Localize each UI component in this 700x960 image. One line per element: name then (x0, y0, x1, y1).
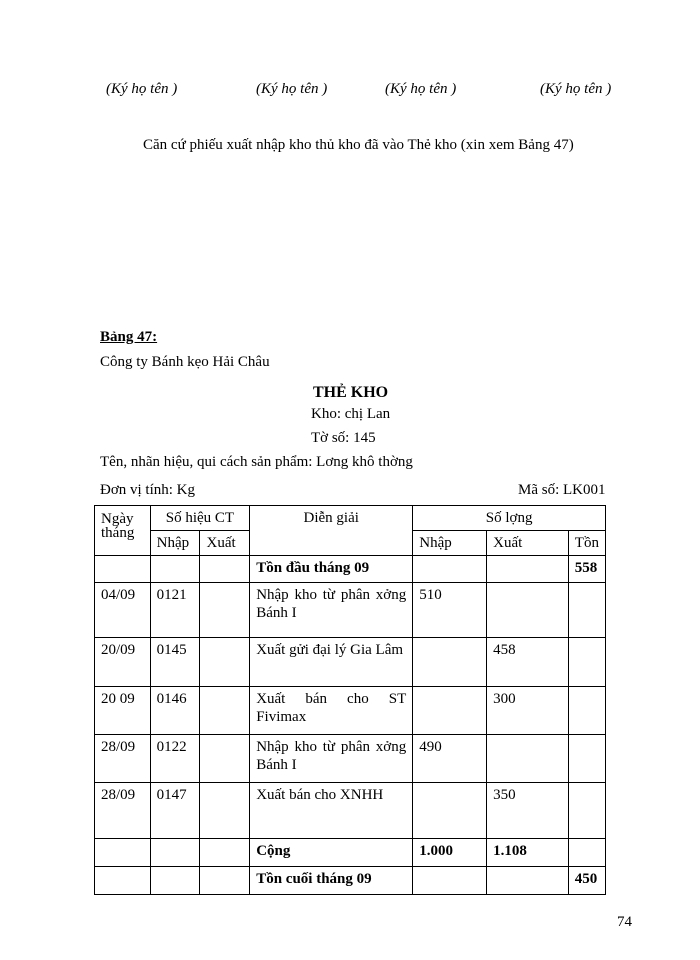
total-qty-out: 1.108 (487, 839, 569, 867)
table-label: Bảng 47: (100, 329, 158, 345)
closing-balance: 450 (568, 867, 605, 895)
product-spec: Tên, nhãn hiệu, qui cách sản phẩm: Lơng khô thờng (100, 454, 413, 470)
signature-caption-2: (Ký họ tên ) (256, 81, 328, 97)
cell (413, 867, 487, 895)
unit-of-measure: Đơn vị tính: Kg (100, 482, 196, 498)
opening-description: Tồn đầu tháng 09 (250, 556, 413, 583)
header-doc-number: Số hiệu CT (150, 506, 250, 531)
row-description: Xuất gửi đại lý Gia Lâm (250, 638, 413, 687)
row-doc-in: 0146 (150, 687, 200, 735)
row-doc-in: 0122 (150, 735, 200, 783)
header-quantity: Số lợng (413, 506, 606, 531)
table-row (95, 583, 606, 638)
sheet-number: Tờ số: 145 (311, 430, 376, 446)
signature-caption-3: (Ký họ tên ) (385, 81, 457, 97)
item-code: Mã số: LK001 (518, 482, 606, 498)
row-qty-balance (568, 735, 605, 783)
row-qty-out: 300 (487, 687, 569, 735)
cell (150, 867, 200, 895)
header-row-1 (95, 506, 606, 531)
total-qty-in: 1.000 (413, 839, 487, 867)
header-doc-out: Xuất (200, 531, 250, 556)
row-doc-out (200, 687, 250, 735)
cell (487, 556, 569, 583)
row-doc-out (200, 783, 250, 839)
row-qty-in (413, 783, 487, 839)
header-qty-out: Xuất (487, 531, 569, 556)
row-date: 04/09 (95, 583, 151, 638)
row-doc-in: 0147 (150, 783, 200, 839)
table-row (95, 783, 606, 839)
header-qty-in: Nhập (413, 531, 487, 556)
table-row (95, 638, 606, 687)
row-qty-out: 458 (487, 638, 569, 687)
total-row (95, 839, 606, 867)
header-date: Ngày tháng (95, 506, 151, 556)
row-date: 20/09 (95, 638, 151, 687)
opening-balance: 558 (568, 556, 605, 583)
row-qty-balance (568, 583, 605, 638)
cell (150, 556, 200, 583)
cell (95, 839, 151, 867)
stock-card-table (94, 505, 606, 895)
table-row (95, 687, 606, 735)
row-description: Xuất bán cho ST Fivimax (250, 687, 413, 735)
card-title: THẺ KHO (313, 384, 389, 401)
row-qty-balance (568, 783, 605, 839)
signature-caption-1: (Ký họ tên ) (106, 81, 178, 97)
company-name: Công ty Bánh kẹo Hải Châu (100, 354, 270, 370)
cell (150, 839, 200, 867)
row-description: Nhập kho từ phân xởng Bánh I (250, 583, 413, 638)
row-qty-balance (568, 638, 605, 687)
row-date: 28/09 (95, 783, 151, 839)
row-doc-out (200, 638, 250, 687)
header-description: Diễn giải (250, 506, 413, 556)
header-doc-in: Nhập (150, 531, 200, 556)
row-description: Nhập kho từ phân xởng Bánh I (250, 735, 413, 783)
row-qty-in: 510 (413, 583, 487, 638)
row-doc-out (200, 735, 250, 783)
cell (200, 867, 250, 895)
header-qty-balance: Tồn (568, 531, 605, 556)
closing-balance-row (95, 867, 606, 895)
cell (95, 556, 151, 583)
closing-description: Tồn cuối tháng 09 (250, 867, 413, 895)
row-qty-out (487, 735, 569, 783)
row-qty-balance (568, 687, 605, 735)
opening-balance-row (95, 556, 606, 583)
row-description: Xuất bán cho XNHH (250, 783, 413, 839)
intro-paragraph: Căn cứ phiếu xuất nhập kho thủ kho đã vào Thẻ kho (xin xem Bảng 47) (143, 137, 574, 153)
row-qty-in (413, 638, 487, 687)
cell (200, 556, 250, 583)
row-qty-in (413, 687, 487, 735)
signature-caption-4: (Ký họ tên ) (540, 81, 612, 97)
row-qty-out (487, 583, 569, 638)
cell (413, 556, 487, 583)
table-row (95, 735, 606, 783)
row-doc-in: 0145 (150, 638, 200, 687)
row-doc-in: 0121 (150, 583, 200, 638)
total-description: Cộng (250, 839, 413, 867)
cell (95, 867, 151, 895)
page-number: 74 (617, 914, 632, 930)
warehouse-keeper: Kho: chị Lan (311, 406, 391, 422)
cell (487, 867, 569, 895)
row-doc-out (200, 583, 250, 638)
row-qty-out: 350 (487, 783, 569, 839)
cell (568, 839, 605, 867)
row-qty-in: 490 (413, 735, 487, 783)
cell (200, 839, 250, 867)
row-date: 20 09 (95, 687, 151, 735)
row-date: 28/09 (95, 735, 151, 783)
